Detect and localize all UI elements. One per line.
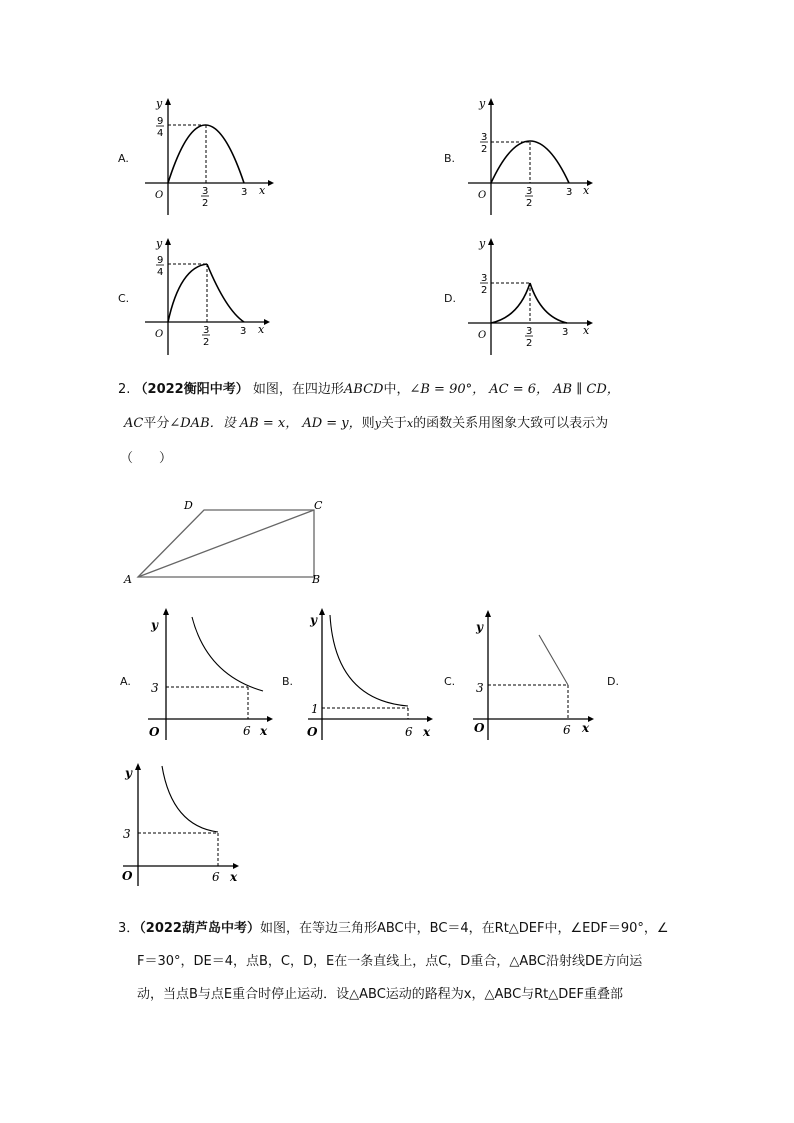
option-b-label: B. <box>444 152 456 165</box>
xmid-num: 3 <box>202 186 209 197</box>
x-axis-arrow-icon <box>233 863 239 869</box>
graph-top-a <box>140 95 280 220</box>
y-axis-arrow-icon <box>165 238 171 245</box>
y-axis-label: y <box>151 618 158 632</box>
curve-left <box>491 283 530 323</box>
q3-number: 3． <box>118 921 140 936</box>
origin-label: O <box>474 721 485 735</box>
y-axis-label: y <box>310 613 317 627</box>
y-value-label: 3 <box>123 827 131 841</box>
q3-source: （2022葫芦岛中考） <box>139 921 260 936</box>
y-value-label: 3 <box>476 681 484 695</box>
peak-num: 3 <box>481 132 488 143</box>
peak-den: 2 <box>481 285 488 296</box>
q2-parallel: AB ∥ CD， <box>553 382 620 397</box>
q2-text: AB = x， <box>239 416 299 431</box>
xend-label: 3 <box>240 326 247 337</box>
origin-label: O <box>155 329 164 340</box>
xend-label: 3 <box>562 327 569 338</box>
vertex-d: D <box>184 499 193 512</box>
xmid-num: 3 <box>526 186 533 197</box>
x-axis-label: x <box>583 184 590 197</box>
curve-right <box>530 283 567 323</box>
q2-text: 关于 <box>380 416 407 431</box>
xend-label: 3 <box>566 187 573 198</box>
q2-text: AD = y， <box>302 416 362 431</box>
vertex-b: B <box>312 573 321 586</box>
origin-label: O <box>122 869 133 883</box>
q3-line-1 <box>118 922 669 935</box>
q2-text: 平分 <box>143 416 170 431</box>
curve-right <box>207 264 244 322</box>
q3-line-2: F＝30°，DE＝4，点B，C，D，E在一条直线上，点C，D重合，△ABC沿射线DE方向运 <box>137 954 643 969</box>
peak-num: 9 <box>157 255 164 266</box>
x-axis-arrow-icon <box>264 319 270 325</box>
hyperbola-curve <box>162 766 218 832</box>
q2-graph-a <box>145 605 280 745</box>
option-a-label: A. <box>118 152 129 165</box>
q2-text: 中， <box>383 382 410 397</box>
x-axis-arrow-icon <box>268 180 274 186</box>
x-value-label: 6 <box>212 870 220 884</box>
x-axis-label: x <box>260 724 268 738</box>
q2-text: 如图，在四边形 <box>252 382 344 397</box>
y-value-label: 3 <box>151 681 159 695</box>
q2-graph-d <box>120 760 250 890</box>
x-axis-label: x <box>258 323 265 336</box>
y-axis-arrow-icon <box>319 608 325 615</box>
q2-text: AC <box>124 416 144 431</box>
q2-option-d-label: D. <box>607 675 619 688</box>
y-axis-label: y <box>156 97 163 110</box>
q3-line-3: 动，当点B与点E重合时停止运动．设△ABC运动的路程为x，△ABC与Rt△DEF重叠部 <box>137 987 623 1002</box>
q2-option-a-label: A. <box>120 675 131 688</box>
q2-text: ∠DAB．设 <box>169 416 236 431</box>
q2-angle: ∠B = 90°， <box>409 382 486 397</box>
peak-num: 3 <box>481 273 488 284</box>
y-value-label: 1 <box>311 702 319 716</box>
q2-option-b-label: B. <box>282 675 294 688</box>
q2-line-1 <box>118 383 620 396</box>
x-axis-label: x <box>423 725 431 739</box>
xend-label: 3 <box>241 187 248 198</box>
y-axis-arrow-icon <box>485 610 491 617</box>
y-axis-label: y <box>125 766 132 780</box>
origin-label: O <box>155 190 164 201</box>
q2-answer-paren: （ ） <box>120 451 173 466</box>
hyperbola-curve <box>192 617 263 691</box>
q2-graph-c <box>470 605 605 745</box>
q2-text: y <box>374 417 381 430</box>
y-axis-arrow-icon <box>163 608 169 615</box>
y-axis-arrow-icon <box>165 98 171 105</box>
xmid-den: 2 <box>202 198 209 209</box>
origin-label: O <box>307 725 318 739</box>
q2-text: 的函数关系用图象大致可以表示为 <box>413 416 609 431</box>
x-value-label: 6 <box>405 725 413 739</box>
peak-den: 4 <box>157 128 164 139</box>
q2-text: 则 <box>361 416 375 431</box>
graph-top-b <box>463 95 603 220</box>
hyperbola-curve <box>330 615 408 706</box>
y-axis-arrow-icon <box>488 98 494 105</box>
y-axis-arrow-icon <box>488 238 494 245</box>
option-c-label: C. <box>118 292 130 305</box>
y-axis-label: y <box>476 620 483 634</box>
origin-label: O <box>478 190 487 201</box>
vertex-a: A <box>124 573 132 586</box>
xmid-num: 3 <box>203 325 210 336</box>
q2-ac: AC = 6， <box>489 382 550 397</box>
line-segment <box>539 635 568 685</box>
y-axis-label: y <box>479 97 486 110</box>
q2-number: 2. <box>118 382 131 397</box>
x-axis-label: x <box>582 721 590 735</box>
graph-top-c <box>140 235 280 360</box>
x-axis-label: x <box>259 184 266 197</box>
q2-text: x <box>406 417 414 430</box>
quadrilateral-figure <box>118 495 338 590</box>
origin-label: O <box>149 725 160 739</box>
xmid-den: 2 <box>203 337 210 348</box>
xmid-den: 2 <box>526 338 533 349</box>
x-value-label: 6 <box>243 724 251 738</box>
peak-den: 2 <box>481 144 488 155</box>
x-axis-label: x <box>583 324 590 337</box>
origin-label: O <box>478 330 487 341</box>
peak-den: 4 <box>157 267 164 278</box>
q2-line-2 <box>124 417 608 430</box>
parabola-curve <box>168 125 244 183</box>
x-value-label: 6 <box>563 723 571 737</box>
y-axis-label: y <box>479 237 486 250</box>
q2-option-c-label: C. <box>444 675 456 688</box>
q2-source: （2022衡阳中考） <box>134 382 249 397</box>
curve-left <box>168 264 207 322</box>
q2-shape: ABCD <box>343 382 384 397</box>
x-axis-arrow-icon <box>427 716 433 722</box>
q2-graph-b <box>305 605 440 745</box>
diagonal-ac <box>138 510 314 577</box>
vertex-c: C <box>314 499 323 512</box>
x-axis-arrow-icon <box>267 716 273 722</box>
option-d-label: D. <box>444 292 456 305</box>
xmid-num: 3 <box>526 326 533 337</box>
y-axis-arrow-icon <box>135 763 141 770</box>
y-axis-label: y <box>156 237 163 250</box>
peak-num: 9 <box>157 116 164 127</box>
x-axis-label: x <box>230 870 238 884</box>
graph-top-d <box>463 235 603 360</box>
q3-text: 如图，在等边三角形ABC中，BC＝4，在Rt△DEF中，∠EDF＝90°，∠ <box>259 921 669 936</box>
xmid-den: 2 <box>526 198 533 209</box>
